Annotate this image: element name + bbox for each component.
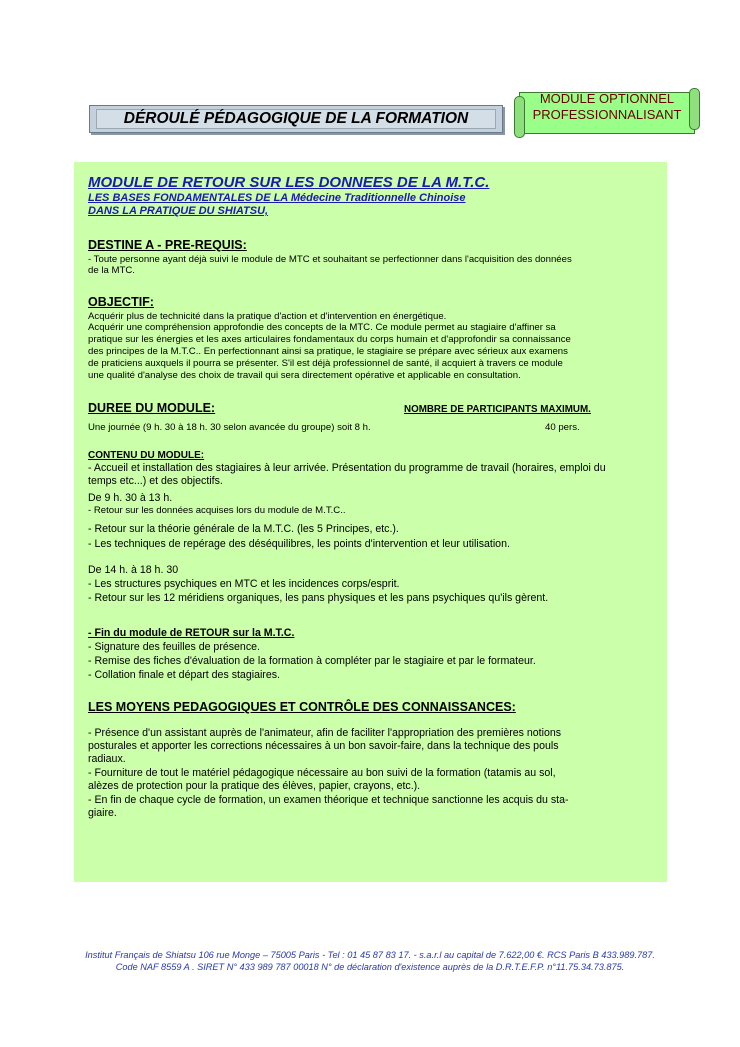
moyens-line-7: giaire.	[88, 807, 117, 819]
objectif-line-4: des principes de la M.T.C.. En perfectionnant ainsi sa pratique, le stagiaire se prépare avec sérieux aux examens	[88, 346, 568, 357]
duree-heading: DUREE DU MODULE:	[88, 401, 216, 415]
badge-line1: MODULE OPTIONNEL	[539, 91, 675, 106]
morning-first: - Retour sur les données acquises lors du module de M.T.C..	[88, 505, 346, 516]
participants-count: 40 pers.	[545, 422, 580, 433]
page-title: DÉROULÉ PÉDAGOGIQUE DE LA FORMATION	[123, 110, 469, 127]
moyens-line-4: - Fourniture de tout le matériel pédagogique nécessaire au bon suivi de la formation (tatamis au sol,	[88, 767, 556, 779]
module-title: MODULE DE RETOUR SUR LES DONNEES DE LA M.T.C.	[88, 174, 490, 191]
page-title-box	[89, 105, 503, 133]
moyens-heading: LES MOYENS PEDAGOGIQUES ET CONTRÔLE DES CONNAISSANCES:	[88, 700, 516, 714]
moyens-line-2: posturales et apporter les corrections nécessaires à un bon savoir-faire, dans la technique des pouls	[88, 740, 559, 752]
footer-line-1: Institut Français de Shiatsu 106 rue Monge – 75005 Paris - Tel : 01 45 87 83 17. - s.a.r.l au capital de 7.622,00 €. RCS Paris B 433.989.787.	[85, 950, 655, 960]
badge-line2: PROFESSIONNALISANT	[532, 107, 682, 122]
moyens-line-6: - En fin de chaque cycle de formation, un examen théorique et technique sanctionne les acquis du sta-	[88, 794, 569, 806]
afternoon-time: De 14 h. à 18 h. 30	[88, 564, 179, 576]
module-subtitle-1: LES BASES FONDAMENTALES DE LA Médecine Traditionnelle Chinoise	[88, 192, 466, 204]
moyens-line-1: - Présence d'un assistant auprès de l'animateur, afin de faciliter l'appropriation des premières notions	[88, 727, 562, 739]
fin-item-3: - Collation finale et départ des stagiaires.	[88, 669, 280, 681]
fin-heading: - Fin du module de RETOUR sur la M.T.C.	[88, 627, 295, 639]
objectif-line-5: de praticiens auxquels il pourra se présenter. S'il est déjà professionnel de santé, il acquiert à travers ce module	[88, 358, 563, 369]
afternoon-item-1: - Les structures psychiques en MTC et les incidences corps/esprit.	[88, 578, 400, 590]
fin-item-2: - Remise des fiches d'évaluation de la formation à compléter par le stagiaire et par le formateur.	[88, 655, 536, 667]
destine-heading: DESTINE A - PRE-REQUIS:	[88, 238, 247, 252]
footer-line-2: Code NAF 8559 A . SIRET N° 433 989 787 00018 N° de déclaration d'existence auprès de la D.R.T.E.F.P. n°11.75.34.73.875.	[115, 962, 625, 972]
module-subtitle-2: DANS LA PRATIQUE DU SHIATSU,	[88, 205, 269, 217]
moyens-line-5: alèzes de protection pour la pratique des élèves, papier, crayons, etc.).	[88, 780, 421, 792]
contenu-intro-1: - Accueil et installation des stagiaires à leur arrivée. Présentation du programme de travail (horaires, emploi du	[88, 462, 606, 474]
objectif-line-1: Acquérir plus de technicité dans la pratique d'action et d'intervention en énergétique.	[88, 311, 447, 322]
objectif-line-6: une qualité d'analyse des choix de travail qui sera directement opérative et applicable en consultation.	[88, 370, 521, 381]
module-badge	[514, 88, 700, 136]
fin-item-1: - Signature des feuilles de présence.	[88, 641, 260, 653]
morning-item-1: - Retour sur la théorie générale de la M.T.C. (les 5 Principes, etc.).	[88, 523, 399, 535]
afternoon-item-2: - Retour sur les 12 méridiens organiques, les pans physiques et les pans psychiques qu'ils gèrent.	[88, 592, 549, 604]
objectif-line-3: pratique sur les énergies et les axes articulaires fondamentaux du corps humain et d'approfondir sa connaissance	[88, 334, 571, 345]
morning-item-2: - Les techniques de repérage des déséquilibres, les points d'intervention et leur utilisation.	[88, 538, 510, 550]
participants-heading: NOMBRE DE PARTICIPANTS MAXIMUM.	[404, 404, 591, 415]
contenu-heading: CONTENU DU MODULE:	[88, 450, 205, 461]
destine-line-2: de la MTC.	[88, 265, 135, 276]
duree-text: Une journée (9 h. 30 à 18 h. 30 selon avancée du groupe) soit 8 h.	[88, 422, 371, 433]
morning-time: De 9 h. 30 à 13 h.	[88, 492, 173, 504]
objectif-line-2: Acquérir une compréhension approfondie des concepts de la MTC. Ce module permet au stagiaire d'affiner sa	[88, 322, 556, 333]
contenu-intro-2: temps etc...) et des objectifs.	[88, 475, 223, 487]
moyens-line-3: radiaux.	[88, 753, 126, 765]
objectif-heading: OBJECTIF:	[88, 295, 154, 309]
destine-line-1: - Toute personne ayant déjà suivi le module de MTC et souhaitant se perfectionner dans l'acquisition des données	[88, 254, 572, 265]
